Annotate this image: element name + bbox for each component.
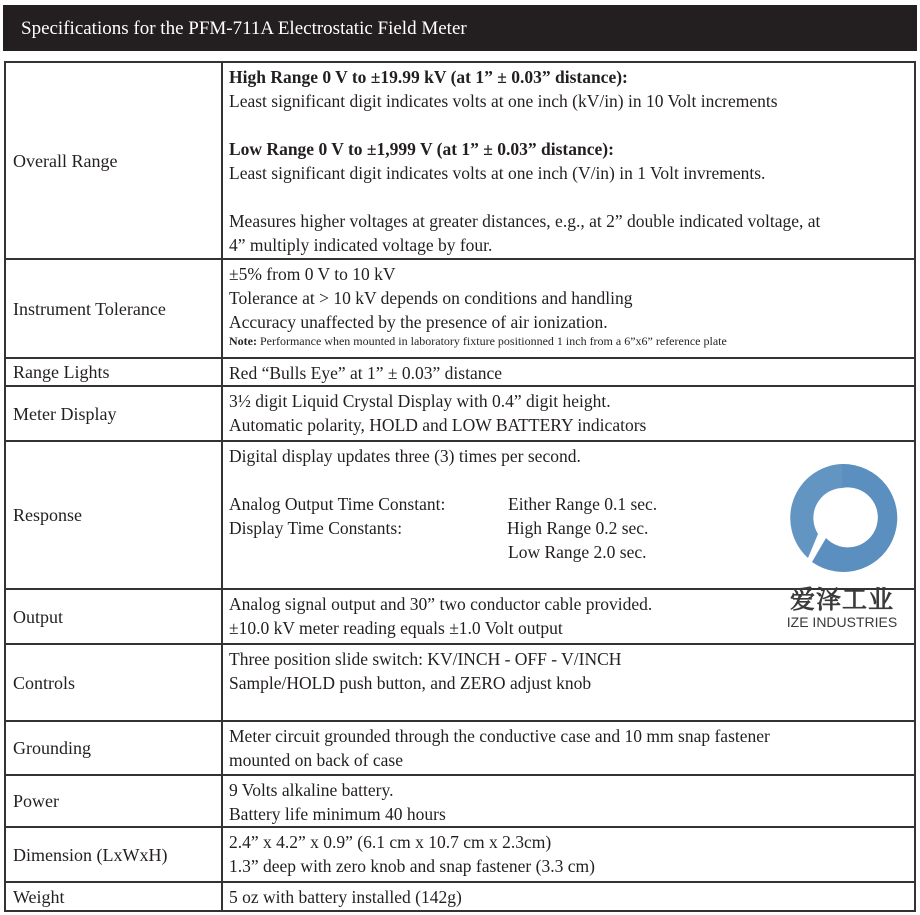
row-value [222, 827, 915, 882]
page-title: Specifications for the PFM-711A Electrostatic Field Meter [21, 18, 467, 39]
row-label [5, 589, 222, 644]
row-label [5, 882, 222, 911]
measures-text-1: Measures higher voltages at greater distances, e.g., at 2” double indicated voltage, at [229, 211, 821, 231]
row-output [5, 589, 915, 644]
row-value [222, 775, 915, 827]
row-label [5, 358, 222, 386]
row-label [5, 644, 222, 721]
row-controls [5, 644, 915, 721]
display-key: Display Time Constants: [229, 518, 403, 538]
label-dimension: Dimension (LxWxH) [13, 844, 168, 865]
title-bar [3, 5, 917, 51]
value-line: 1.3” deep with zero knob and snap fastener (3.3 cm) [229, 856, 595, 876]
low-range-heading: Low Range 0 V to ±1,999 V (at 1” ± 0.03” distance): [229, 139, 614, 159]
value-line: 9 Volts alkaline battery. [229, 780, 394, 800]
value-line: ±5% from 0 V to 10 kV [229, 264, 396, 284]
value-line: Red “Bulls Eye” at 1” ± 0.03” distance [229, 363, 502, 383]
value-line: ±10.0 kV meter reading equals ±1.0 Volt output [229, 618, 563, 638]
row-label [5, 441, 222, 589]
value-line: Three position slide switch: KV/INCH - OFF - V/INCH [229, 649, 622, 669]
row-response [5, 441, 915, 589]
value-line: Sample/HOLD push button, and ZERO adjust knob [229, 673, 592, 693]
value-line: Analog signal output and 30” two conductor cable provided. [229, 594, 653, 614]
low-range-text: Least significant digit indicates volts at one inch (V/in) in 1 Volt invrements. [229, 163, 766, 183]
value-line: Battery life minimum 40 hours [229, 804, 446, 824]
row-instrument-tolerance [5, 259, 915, 358]
label-instrument-tolerance: Instrument Tolerance [13, 298, 166, 319]
label-controls: Controls [13, 672, 76, 693]
row-range-lights [5, 358, 915, 386]
value-line: 2.4” x 4.2” x 0.9” (6.1 cm x 10.7 cm x 2.3cm) [229, 832, 552, 852]
label-power: Power [13, 791, 59, 811]
spacer [229, 540, 508, 564]
value-line: 3½ digit Liquid Crystal Display with 0.4” digit height. [229, 391, 611, 411]
display-value-high: High Range 0.2 sec. [507, 518, 649, 538]
watermark-cn: 爱泽工业 [789, 585, 894, 614]
row-label [5, 386, 222, 441]
high-range-text: Least significant digit indicates volts at one inch (kV/in) in 10 Volt increments [229, 91, 778, 111]
note-label: Note: [229, 334, 257, 348]
row-value [222, 644, 915, 721]
row-dimension [5, 827, 915, 882]
row-value [222, 62, 915, 259]
row-label [5, 775, 222, 827]
row-power [5, 775, 915, 827]
watermark-en: IZE INDUSTRIES [786, 614, 898, 630]
value-line: Meter circuit grounded through the conductive case and 10 mm snap fastener [229, 726, 770, 746]
row-label [5, 62, 222, 259]
label-output: Output [13, 606, 64, 627]
response-intro: Digital display updates three (3) times per second. [229, 446, 581, 466]
analog-value: Either Range 0.1 sec. [508, 494, 658, 514]
value-line: 5 oz with battery installed (142g) [229, 887, 462, 907]
value-line: Tolerance at > 10 kV depends on conditions and handling [229, 288, 633, 308]
label-overall-range: Overall Range [13, 150, 118, 171]
analog-key: Analog Output Time Constant: [229, 494, 446, 514]
label-response: Response [13, 505, 82, 525]
row-grounding [5, 721, 915, 775]
row-label [5, 259, 222, 358]
row-label [5, 721, 222, 775]
label-meter-display: Meter Display [13, 403, 117, 424]
row-weight [5, 882, 915, 911]
label-grounding: Grounding [13, 738, 91, 758]
label-weight: Weight [13, 886, 65, 907]
row-value [222, 386, 915, 441]
row-meter-display [5, 386, 915, 441]
row-value [222, 259, 915, 358]
display-value-low: Low Range 2.0 sec. [508, 542, 647, 562]
high-range-heading: High Range 0 V to ±19.99 kV (at 1” ± 0.03” distance): [229, 67, 628, 87]
note-text: Performance when mounted in laboratory fixture positionned 1 inch from a 6”x6” reference plate [256, 334, 727, 348]
label-range-lights: Range Lights [13, 362, 110, 382]
value-line: Automatic polarity, HOLD and LOW BATTERY indicators [229, 415, 647, 435]
row-value [222, 358, 915, 386]
watermark-logo [782, 458, 902, 633]
spec-table [4, 61, 916, 912]
tolerance-note [229, 334, 908, 349]
value-line: Accuracy unaffected by the presence of air ionization. [229, 312, 608, 332]
value-line: mounted on back of case [229, 750, 403, 770]
row-value [222, 882, 915, 911]
row-overall-range [5, 62, 915, 259]
ize-logo-icon [782, 458, 902, 578]
measures-text-2: 4” multiply indicated voltage by four. [229, 235, 493, 255]
row-label [5, 827, 222, 882]
row-value [222, 721, 915, 775]
